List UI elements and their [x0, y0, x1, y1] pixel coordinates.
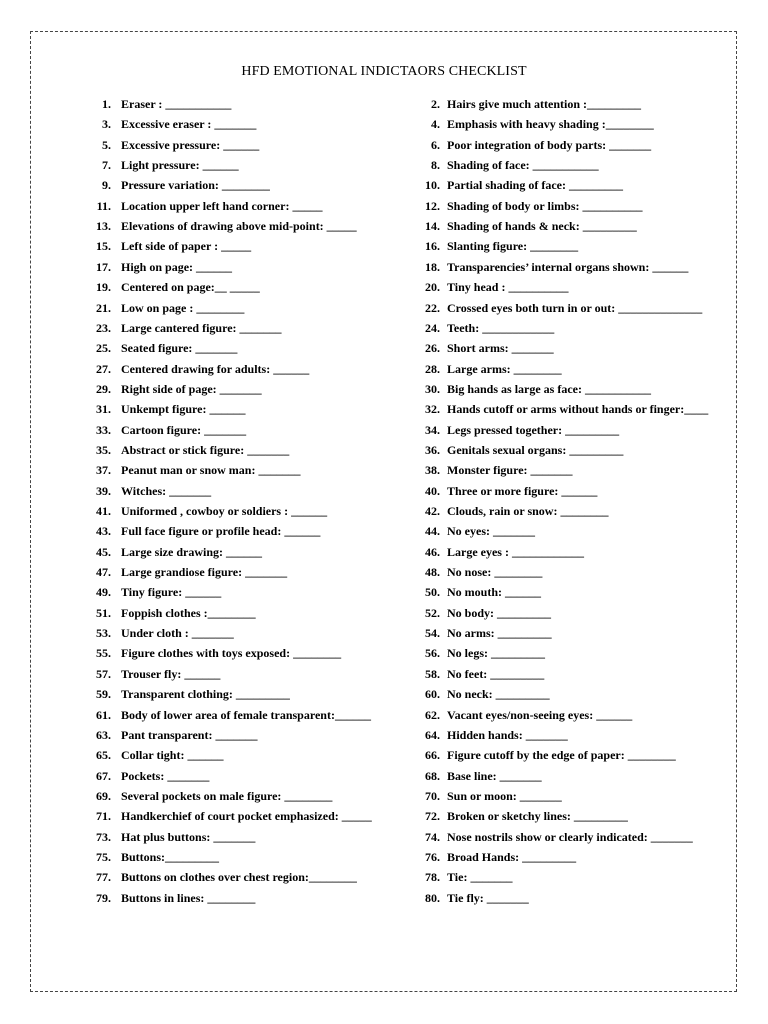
item-text: Collar tight: ______: [121, 748, 224, 763]
item-text: No arms: _________: [447, 626, 552, 641]
item-number: 35.: [96, 442, 111, 457]
item-number: 67.: [96, 768, 111, 783]
item-number: 25.: [96, 341, 111, 356]
item-text: Large cantered figure: _______: [121, 320, 282, 335]
checklist-item-right: [0, 606, 768, 620]
item-text: Left side of paper : _____: [121, 239, 252, 254]
checklist-item-right: [0, 117, 768, 131]
item-number: 15.: [96, 239, 111, 254]
item-text: Centered on page:__ _____: [121, 280, 260, 295]
item-number: 66.: [425, 748, 440, 763]
item-text: Big hands as large as face: ___________: [447, 381, 651, 396]
checklist-item-right: [0, 178, 768, 192]
checklist-item-right: [0, 382, 768, 396]
item-number: 42.: [425, 504, 440, 518]
item-text: Short arms: _______: [447, 341, 554, 356]
item-number: 78.: [425, 870, 440, 885]
item-number: 77.: [96, 870, 111, 885]
checklist-item-right: [0, 321, 768, 335]
item-number: 41.: [96, 504, 111, 518]
item-text: Eraser : ___________: [121, 97, 232, 111]
item-text: Tiny figure: ______: [121, 585, 222, 600]
item-number: 51.: [96, 605, 111, 620]
item-number: 72.: [425, 809, 440, 824]
item-number: 27.: [96, 361, 111, 376]
item-number: 21.: [96, 300, 111, 315]
checklist-item-right: [0, 484, 768, 498]
item-text: Light pressure: ______: [121, 158, 239, 173]
item-number: 71.: [96, 809, 111, 824]
item-text: Elevations of drawing above mid-point: _____: [121, 219, 357, 234]
checklist-item-right: [0, 626, 768, 640]
item-text: No feet: _________: [447, 666, 545, 681]
item-text: Crossed eyes both turn in or out: ______________: [447, 300, 703, 315]
item-text: Uniformed , cowboy or soldiers : ______: [121, 504, 328, 518]
item-number: 59.: [96, 687, 111, 702]
checklist-item-right: [0, 585, 768, 599]
page-title: HFD EMOTIONAL INDICTAORS CHECKLIST: [241, 64, 527, 79]
item-text: Transparent clothing: _________: [121, 687, 290, 702]
item-number: 24.: [425, 320, 440, 335]
item-text: Figure cutoff by the edge of paper: ________: [447, 748, 676, 763]
item-number: 1.: [102, 97, 111, 111]
item-text: Right side of page: _______: [121, 381, 262, 396]
item-text: Buttons on clothes over chest region:________: [121, 870, 357, 885]
checklist-item-right: [0, 870, 768, 884]
item-text: Large size drawing: ______: [121, 544, 262, 559]
item-number: 50.: [425, 585, 440, 600]
item-number: 57.: [96, 666, 111, 681]
item-text: Abstract or stick figure: _______: [121, 442, 290, 457]
item-number: 38.: [425, 463, 440, 478]
item-text: Full face figure or profile head: ______: [121, 524, 321, 539]
item-number: 10.: [425, 178, 440, 193]
item-text: No nose: ________: [447, 565, 543, 580]
item-text: Body of lower area of female transparent:______: [121, 707, 371, 722]
item-text: High on page: ______: [121, 259, 233, 274]
checklist-item-right: [0, 687, 768, 701]
item-number: 52.: [425, 605, 440, 620]
item-number: 63.: [96, 727, 111, 742]
item-number: 44.: [425, 524, 440, 539]
item-text: Vacant eyes/non-seeing eyes: ______: [447, 707, 633, 722]
item-number: 54.: [425, 626, 440, 641]
item-text: Buttons:_________: [121, 849, 220, 864]
item-number: 55.: [96, 646, 111, 661]
item-text: Large grandiose figure: _______: [121, 565, 288, 580]
checklist-item-right: [0, 789, 768, 803]
checklist-item-right: [0, 565, 768, 579]
item-number: 20.: [425, 280, 440, 295]
checklist-item-right: [0, 402, 768, 416]
item-text: Poor integration of body parts: _______: [447, 137, 652, 152]
item-text: Centered drawing for adults: ______: [121, 361, 310, 376]
item-number: 47.: [96, 565, 111, 580]
item-number: 9.: [102, 178, 111, 193]
item-number: 64.: [425, 727, 440, 742]
item-text: Monster figure: _______: [447, 463, 573, 478]
item-text: Pressure variation: ________: [121, 178, 270, 193]
checklist-item-right: [0, 239, 768, 253]
item-number: 14.: [425, 219, 440, 234]
item-number: 58.: [425, 666, 440, 681]
checklist-item-right: [0, 443, 768, 457]
item-text: Foppish clothes :________: [121, 605, 256, 620]
item-number: 46.: [425, 544, 440, 559]
item-number: 56.: [425, 646, 440, 661]
checklist-item-right: [0, 260, 768, 274]
item-text: Peanut man or snow man: _______: [121, 463, 301, 478]
item-text: Teeth: ____________: [447, 320, 555, 335]
item-number: 70.: [425, 788, 440, 803]
item-text: Hidden hands: _______: [447, 727, 568, 742]
checklist-item-right: [0, 97, 768, 111]
item-number: 22.: [425, 300, 440, 315]
item-number: 76.: [425, 849, 440, 864]
item-number: 68.: [425, 768, 440, 783]
item-text: Partial shading of face: _________: [447, 178, 623, 193]
checklist-item-right: [0, 545, 768, 559]
checklist-item-right: [0, 667, 768, 681]
item-number: 61.: [96, 707, 111, 722]
item-number: 18.: [425, 259, 440, 274]
item-number: 39.: [96, 483, 111, 498]
item-number: 2.: [431, 97, 440, 111]
item-text: Witches: _______: [121, 483, 212, 498]
item-number: 32.: [425, 402, 440, 417]
item-text: Excessive eraser : _______: [121, 117, 257, 132]
item-text: Emphasis with heavy shading :________: [447, 117, 654, 132]
item-number: 17.: [96, 259, 111, 274]
item-text: Low on page : ________: [121, 300, 245, 315]
item-text: Hat plus buttons: _______: [121, 829, 256, 844]
checklist-item-right: [0, 769, 768, 783]
item-text: Trouser fly: ______: [121, 666, 221, 681]
checklist-item-right: [0, 850, 768, 864]
checklist-item-right: [0, 423, 768, 437]
checklist-item-right: [0, 158, 768, 172]
item-number: 28.: [425, 361, 440, 376]
item-text: No body: _________: [447, 605, 552, 620]
item-text: Pockets: _______: [121, 768, 210, 783]
item-text: Clouds, rain or snow: ________: [447, 504, 609, 518]
item-number: 5.: [102, 137, 111, 152]
item-number: 80.: [425, 890, 440, 905]
item-number: 31.: [96, 402, 111, 417]
item-text: No legs: _________: [447, 646, 545, 661]
item-text: Broad Hands: _________: [447, 849, 577, 864]
item-number: 7.: [102, 158, 111, 173]
item-number: 45.: [96, 544, 111, 559]
item-text: Excessive pressure: ______: [121, 137, 260, 152]
item-text: No eyes: _______: [447, 524, 535, 539]
item-text: Unkempt figure: ______: [121, 402, 246, 417]
item-text: Shading of face: ___________: [447, 158, 599, 173]
item-number: 37.: [96, 463, 111, 478]
item-text: No neck: _________: [447, 687, 550, 702]
item-text: Buttons in lines: ________: [121, 890, 256, 905]
item-number: 23.: [96, 320, 111, 335]
checklist-item-right: [0, 504, 768, 518]
item-text: Large arms: ________: [447, 361, 562, 376]
checklist-item-right: [0, 891, 768, 905]
checklist-item-right: [0, 362, 768, 376]
item-number: 19.: [96, 280, 111, 295]
item-number: 49.: [96, 585, 111, 600]
item-text: Large eyes : ____________: [447, 544, 584, 559]
item-number: 6.: [431, 137, 440, 152]
item-text: Three or more figure: ______: [447, 483, 598, 498]
item-text: Nose nostrils show or clearly indicated: _______: [447, 829, 693, 844]
item-text: Sun or moon: _______: [447, 788, 562, 803]
item-number: 79.: [96, 890, 111, 905]
item-number: 48.: [425, 565, 440, 580]
item-number: 43.: [96, 524, 111, 539]
checklist-item-right: [0, 463, 768, 477]
item-number: 75.: [96, 849, 111, 864]
item-text: Cartoon figure: _______: [121, 422, 247, 437]
item-text: Base line: _______: [447, 768, 542, 783]
checklist-item-right: [0, 301, 768, 315]
item-text: Shading of hands & neck: _________: [447, 219, 637, 234]
item-number: 34.: [425, 422, 440, 437]
item-text: Figure clothes with toys exposed: ________: [121, 646, 342, 661]
item-text: Several pockets on male figure: ________: [121, 788, 333, 803]
item-text: Seated figure: _______: [121, 341, 238, 356]
item-number: 3.: [102, 117, 111, 132]
item-number: 11.: [96, 198, 111, 213]
item-number: 16.: [425, 239, 440, 254]
item-text: Slanting figure: ________: [447, 239, 579, 254]
item-number: 30.: [425, 381, 440, 396]
item-number: 29.: [96, 381, 111, 396]
item-number: 62.: [425, 707, 440, 722]
item-number: 36.: [425, 442, 440, 457]
checklist-item-right: [0, 138, 768, 152]
item-text: Location upper left hand corner: _____: [121, 198, 323, 213]
item-text: Handkerchief of court pocket emphasized: _____: [121, 809, 372, 824]
item-number: 4.: [431, 117, 440, 132]
checklist-item-right: [0, 748, 768, 762]
item-number: 53.: [96, 626, 111, 641]
checklist-item-right: [0, 646, 768, 660]
item-number: 74.: [425, 829, 440, 844]
item-text: Pant transparent: _______: [121, 727, 258, 742]
item-number: 12.: [425, 198, 440, 213]
checklist-item-right: [0, 830, 768, 844]
item-text: Shading of body or limbs: __________: [447, 198, 643, 213]
checklist-item-right: [0, 809, 768, 823]
checklist-item-right: [0, 708, 768, 722]
item-number: 73.: [96, 829, 111, 844]
item-text: Legs pressed together: _________: [447, 422, 620, 437]
item-number: 69.: [96, 788, 111, 803]
item-number: 26.: [425, 341, 440, 356]
checklist-item-right: [0, 341, 768, 355]
item-number: 33.: [96, 422, 111, 437]
item-text: Tiny head : __________: [447, 280, 569, 295]
item-text: Hands cutoff or arms without hands or finger:____: [447, 402, 709, 417]
item-number: 60.: [425, 687, 440, 702]
checklist-item-right: [0, 524, 768, 538]
checklist-item-right: [0, 728, 768, 742]
checklist-item-right: [0, 199, 768, 213]
checklist-item-right: [0, 219, 768, 233]
item-text: Under cloth : _______: [121, 626, 234, 641]
item-number: 13.: [96, 219, 111, 234]
item-text: No mouth: ______: [447, 585, 542, 600]
item-text: Tie: _______: [447, 870, 513, 885]
item-text: Tie fly: _______: [447, 890, 529, 905]
checklist-item-right: [0, 280, 768, 294]
item-number: 40.: [425, 483, 440, 498]
item-number: 65.: [96, 748, 111, 763]
item-text: Genitals sexual organs: _________: [447, 442, 624, 457]
item-number: 8.: [431, 158, 440, 173]
item-text: Hairs give much attention :_________: [447, 97, 641, 111]
item-text: Transparencies’ internal organs shown: ______: [447, 259, 689, 274]
item-text: Broken or sketchy lines: _________: [447, 809, 628, 824]
